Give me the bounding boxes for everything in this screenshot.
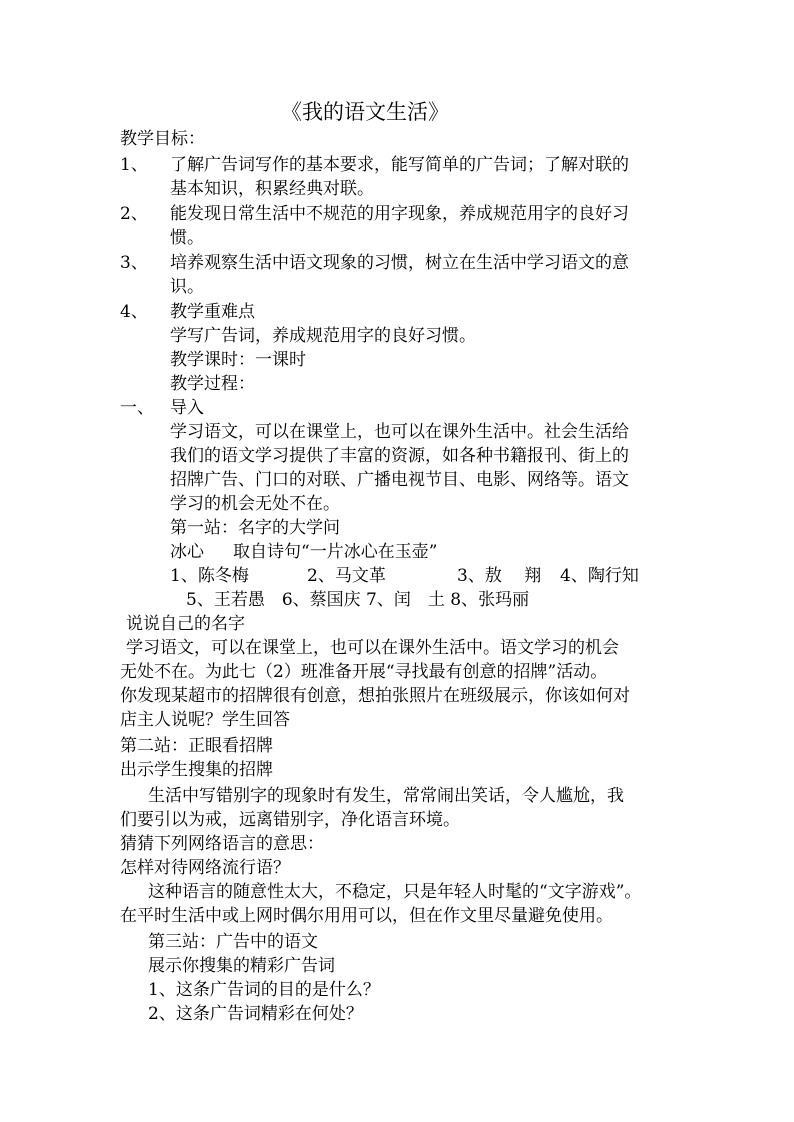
paragraph-line: 学习的机会无处不在。 <box>170 494 340 514</box>
key-point: 学写广告词，养成规范用字的良好习惯。 <box>170 326 476 346</box>
page-title: 《我的语文生活》 <box>281 100 449 124</box>
goal-text: 培养观察生活中语文现象的习惯，树立在生活中学习语文的意 <box>170 253 629 273</box>
goal-number: 4、 <box>120 302 148 322</box>
goal-text: 基本知识，积累经典对联。 <box>170 179 374 199</box>
question-item: 2、这条广告词精彩在何处？ <box>148 1004 363 1024</box>
bingxin-source: 取自诗句“一片冰心在玉壶” <box>233 542 438 562</box>
goal-number: 3、 <box>120 253 148 273</box>
station-heading: 第一站：名字的大学问 <box>170 518 340 538</box>
station-heading: 第三站：广告中的语文 <box>148 932 318 952</box>
paragraph-line: 学习语文，可以在课堂上，也可以在课外生活中。语文学习的机会 <box>126 638 619 658</box>
show-signs: 出示学生搜集的招牌 <box>120 760 273 780</box>
say-name: 说说自己的名字 <box>126 614 245 634</box>
paragraph-line: 店主人说呢？学生回答 <box>120 710 290 730</box>
goals-heading: 教学目标： <box>120 129 205 149</box>
question-item: 1、这条广告词的目的是什么？ <box>148 980 380 1000</box>
goal-number: 2、 <box>120 204 148 224</box>
goal-text: 了解广告词写作的基本要求，能写简单的广告词；了解对联的 <box>170 155 629 175</box>
class-hours: 教学课时：一课时 <box>170 350 306 370</box>
paragraph-line: 招牌广告、门口的对联、广播电视节目、电影、网络等。语文 <box>170 470 629 490</box>
name-item: 2、马文革 <box>307 566 386 586</box>
name-item: 1、陈冬梅 <box>170 566 249 586</box>
names-row: 5、王若愚 6、蔡国庆 7、闰 土 8、张玛丽 <box>186 590 530 610</box>
station-heading: 第二站：正眼看招牌 <box>120 736 273 756</box>
show-ads: 展示你搜集的精彩广告词 <box>148 956 335 976</box>
paragraph-line: 学习语文，可以在课堂上，也可以在课外生活中。社会生活给 <box>170 422 629 442</box>
guess-net: 猜猜下列网络语言的意思： <box>120 834 324 854</box>
goal-text: 识。 <box>170 277 204 297</box>
section-number: 一、 <box>120 398 154 418</box>
goal-text: 教学重难点 <box>170 302 255 322</box>
bingxin-name: 冰心 <box>170 542 204 562</box>
name-item: 3、敖 翔 <box>457 566 542 586</box>
name-item: 4、陶行知 <box>560 566 639 586</box>
paragraph-line: 你发现某超市的招牌很有创意，想拍张照片在班级展示，你该如何对 <box>120 686 630 706</box>
paragraph-line: 生活中写错别字的现象时有发生，常常闹出笑话，令人尴尬，我 <box>148 786 624 806</box>
goal-text: 惯。 <box>170 228 204 248</box>
goal-text: 能发现日常生活中不规范的用字现象，养成规范用字的良好习 <box>170 204 629 224</box>
paragraph-line: 在平时生活中或上网时偶尔用用可以，但在作文里尽量避免使用。 <box>120 906 613 926</box>
paragraph-line: 们要引以为戒，远离错别字，净化语言环境。 <box>120 810 460 830</box>
goal-number: 1、 <box>120 155 148 175</box>
section-title: 导入 <box>170 398 204 418</box>
paragraph-line: 这种语言的随意性太大，不稳定，只是年轻人时髦的“文字游戏”。 <box>148 882 642 902</box>
paragraph-line: 我们的语文学习提供了丰富的资源，如各种书籍报刊、街上的 <box>170 446 629 466</box>
how-treat: 怎样对待网络流行语？ <box>120 858 290 878</box>
process-heading: 教学过程： <box>170 374 255 394</box>
paragraph-line: 无处不在。为此七（2）班准备开展“寻找最有创意的招牌”活动。 <box>120 662 608 682</box>
